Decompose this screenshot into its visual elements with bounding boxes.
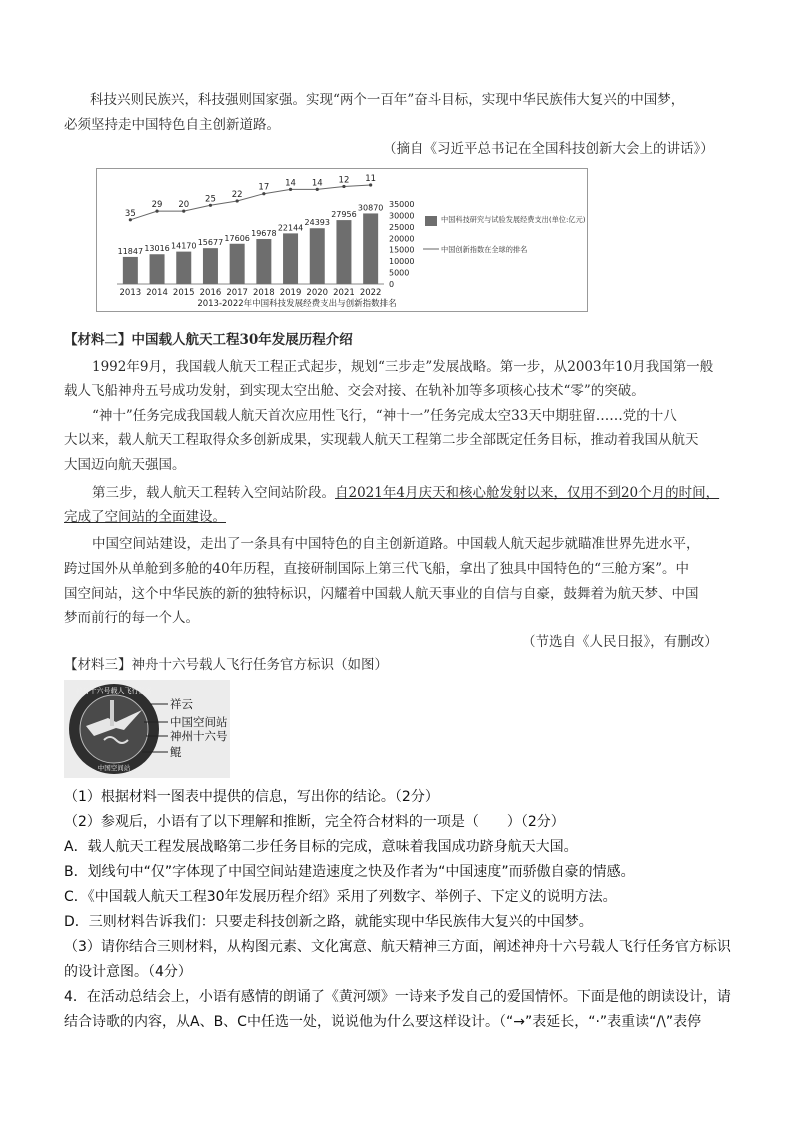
material2-p3-line1: [92, 481, 719, 505]
logo-ring-text: 神舟十六号载人飞行任务: [75, 687, 153, 695]
bar: [363, 213, 378, 284]
bar-value-label: 27956: [331, 210, 357, 220]
legend-bar-label: 中国科技研究与试验发展经费支出(单位:亿元): [441, 215, 586, 224]
bar: [176, 252, 191, 284]
legend-line-label: 中国创新指数在全球的排名: [441, 245, 528, 254]
option-a: A．载人航天工程发展战略第二步任务目标的完成，意味着我国成功跻身航天大国。: [64, 839, 578, 855]
bar-value-label: 19678: [251, 229, 277, 239]
material2-heading: 【材料二】中国载人航天工程30年发展历程介绍: [64, 332, 353, 348]
question-3-line1: （3）请你结合三则材料，从构图元素、文化寓意、航天精神三方面，阐述神舟十六号载人飞行任务官方标识: [64, 939, 731, 955]
y-tick-label: 15000: [389, 245, 415, 255]
rank-label: 17: [258, 182, 270, 193]
y-tick-label: 0: [389, 280, 395, 289]
mission-logo-figure: [64, 680, 230, 778]
question-4-line1: 4．在活动总结会上，小语有感情的朗诵了《黄河颂》一诗来予发自己的爱国情怀。下面是他的朗读设计，请: [64, 989, 731, 1005]
question-4-line2: 结合诗歌的内容，从A、B、C中任选一处，说说他为什么要这样设计。（“→”表延长，“·”表重读“/\”表停: [64, 1014, 702, 1030]
bar-value-label: 14170: [171, 241, 197, 251]
material2-p2-line2: 大以来，载人航天工程取得众多创新成果，实现载人航天工程第二步全部既定任务目标，推动着我国从航天: [64, 432, 699, 448]
y-tick-label: 10000: [389, 257, 415, 267]
underlined-sentence: 自2021年4月庆天和核心舱发射以来，仅用不到20个月的时间，: [335, 485, 720, 501]
chart-title: 2013-2022年中国科技发展经费支出与创新指数排名: [197, 299, 397, 309]
y-tick-label: 30000: [389, 211, 415, 221]
material2-p3-plain: 第三步，载人航天工程转入空间站阶段。: [92, 485, 335, 501]
material2-p4-line1: 中国空间站建设，走出了一条具有中国特色的自主创新道路。中国载人航天起步就瞄准世界先进水平，: [92, 536, 700, 552]
bar: [230, 244, 245, 284]
x-tick-label: 2013: [119, 288, 142, 298]
bar-value-label: 13016: [144, 244, 170, 254]
underlined-sentence-cont: 完成了空间站的全面建设。: [64, 509, 226, 525]
y-tick-label: 20000: [389, 234, 415, 244]
bar-value-label: 11847: [117, 246, 144, 256]
bar: [203, 248, 218, 284]
x-tick-label: 2018: [253, 288, 275, 298]
material2-p4-line3: 国空间站，这个中华民族的新的独特标识，闪耀着中国载人航天事业的自信与自豪，鼓舞着为航天梦、中国: [64, 586, 699, 602]
material2-p1-line2: 载人飞船神舟五号成功发射，到实现太空出舱、交会对接、在轨补加等多项核心技术“零”的突破。: [64, 383, 645, 399]
intro-line-1: 科技兴则民族兴，科技强则国家强。实现“两个一百年”奋斗目标，实现中华民族伟大复兴的中国梦，: [90, 92, 685, 108]
legend-bar-swatch: [425, 216, 437, 226]
bar: [150, 254, 165, 284]
bar: [283, 233, 298, 284]
logo-label-space-station: 中国空间站: [170, 715, 228, 729]
question-2: （2）参观后，小语有了以下理解和推断，完全符合材料的一项是（ ）（2分）: [64, 814, 565, 830]
chart-figure: [96, 168, 588, 312]
option-d: D．三则材料告诉我们：只要走科技创新之路，就能实现中华民族伟大复兴的中国梦。: [64, 914, 593, 930]
intro-source: （摘自《习近平总书记在全国科技创新大会上的讲话》）: [383, 141, 714, 157]
bar-value-label: 15677: [197, 238, 224, 248]
logo-label-shenzhou16: 神州十六号: [170, 729, 228, 743]
rank-label: 11: [365, 174, 377, 184]
material2-source: （节选自《人民日报》，有删改）: [522, 634, 718, 650]
mission-logo: [64, 680, 230, 778]
bar: [256, 239, 271, 284]
option-c: C．《中国载人航天工程30年发展历程介绍》采用了列数字、举例子、下定义的说明方法。: [64, 889, 617, 905]
question-3-line2: 的设计意图。（4分）: [64, 964, 192, 980]
logo-label-xiangyun: 祥云: [170, 697, 193, 711]
bar-value-label: 30870: [357, 203, 384, 213]
station-shape: [110, 700, 114, 726]
x-tick-label: 2017: [226, 288, 248, 298]
logo-bottom-text: 中国空间站: [97, 764, 131, 772]
material2-p4-line2: 跨过国外从单舱到多舱的40年历程，直接研制国际上第三代飞船，拿出了独具中国特色的“三舱方案”。中: [64, 561, 689, 577]
x-tick-label: 2021: [333, 288, 355, 298]
x-tick-label: 2022: [359, 288, 382, 298]
bar: [123, 257, 138, 284]
x-tick-label: 2015: [172, 288, 195, 298]
rank-label: 14: [285, 178, 296, 189]
option-b: B．划线句中“仅”字体现了中国空间站建造速度之快及作者为“中国速度”而骄傲自豪的情感。: [64, 864, 635, 880]
material2-p2-line1: “神十”任务完成我国载人航天首次应用性飞行，“神十一”任务完成太空33天中期驻留……党的十八: [92, 408, 677, 424]
rank-label: 35: [124, 208, 136, 219]
bar-value-label: 24393: [304, 218, 330, 228]
x-tick-label: 2014: [146, 288, 168, 298]
rank-label: 25: [205, 194, 216, 205]
rank-label: 29: [151, 200, 163, 211]
rank-label: 20: [178, 200, 190, 211]
y-tick-label: 5000: [389, 268, 410, 278]
material3-heading: 【材料三】神舟十六号载人飞行任务官方标识（如图）: [64, 657, 388, 673]
rank-label: 22: [231, 189, 243, 200]
rank-label: 14: [311, 178, 323, 189]
intro-line-2: 必须坚持走中国特色自主创新道路。: [64, 117, 280, 133]
question-1: （1）根据材料一图表中提供的信息，写出你的结论。（2分）: [64, 789, 439, 805]
material2-p4-line4: 梦而前行的每一个人。: [64, 610, 199, 626]
bar: [336, 220, 351, 284]
y-tick-label: 25000: [389, 222, 415, 232]
y-tick-label: 35000: [389, 200, 415, 209]
bar-value-label: 22144: [277, 223, 304, 233]
bar: [310, 228, 325, 284]
x-tick-label: 2019: [279, 288, 302, 298]
logo-label-kun: 鲲: [170, 745, 182, 759]
rank-label: 12: [338, 175, 350, 186]
bar-value-label: 17606: [224, 233, 250, 243]
chart-svg: [97, 169, 587, 311]
material2-p2-line3: 大国迈向航天强国。: [64, 457, 186, 473]
x-tick-label: 2020: [306, 288, 329, 298]
material2-p1-line1: 1992年9月，我国载人航天工程正式起步，规划“三步走”发展战略。第一步，从2003年10月我国第一般: [92, 359, 714, 375]
x-tick-label: 2016: [199, 288, 222, 298]
